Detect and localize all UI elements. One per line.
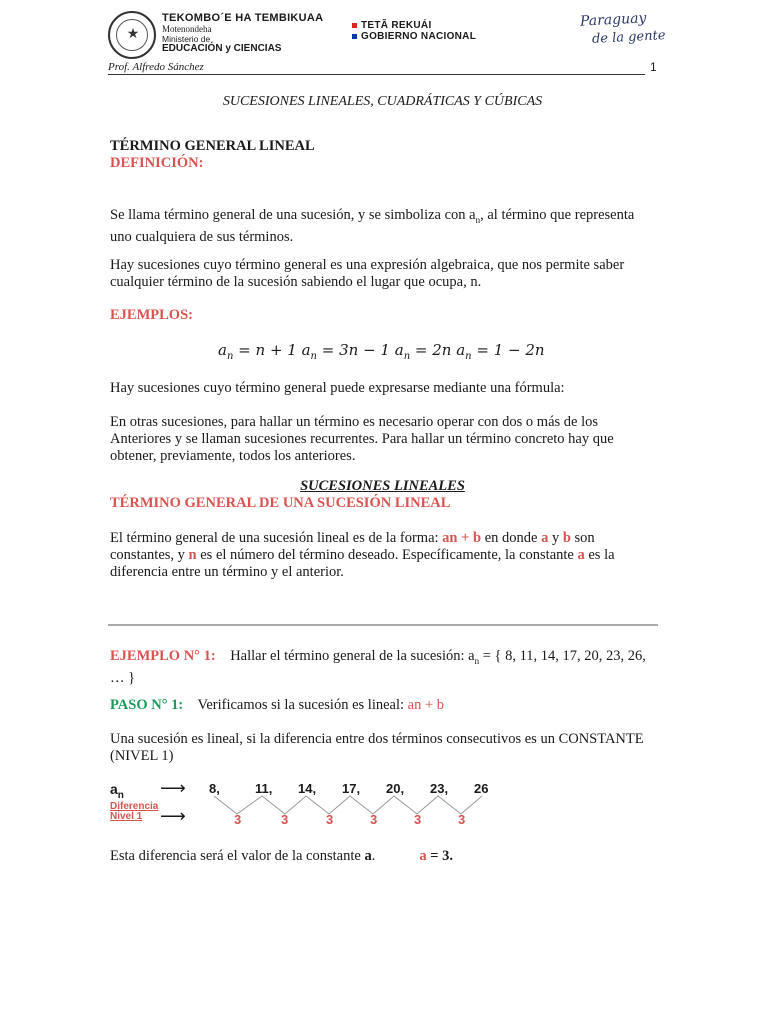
section-title-linear-sequences: SUCESIONES LINEALES <box>300 478 465 494</box>
linear-form-paragraph: El término general de una sucesión lineal es de la forma: an + b en donde a y b son constantes, y n es el número del término deseado. Específicamente, la constante a es la diferencia entre un término y el anterior. <box>110 530 615 580</box>
brand-line-1: Paraguay <box>579 10 647 30</box>
definition-paragraph-1: Se llama término general de una sucesión, y se simboliza con $a_n$, al término que representa uno cualquiera de sus términos. <box>110 207 635 245</box>
step-1-paragraph: PASO N° 1: Verificamos si la sucesión es lineal: an + b <box>110 697 445 713</box>
page-number: 1 <box>650 60 657 74</box>
diagram-difference: 3 <box>414 812 422 827</box>
ministry-main: EDUCACIÓN y CIENCIAS <box>162 43 282 54</box>
section-divider <box>108 624 658 626</box>
diagram-term: 17, <box>342 781 361 796</box>
header-divider <box>108 74 645 75</box>
definition-label: DEFINICIÓN: <box>110 155 204 171</box>
ministry-sub: Motenondeha <box>162 24 212 34</box>
diagram-difference: 3 <box>370 812 378 827</box>
diagram-term: 11, <box>255 781 273 796</box>
constant-a-paragraph: Esta diferencia será el valor de la constante a. a = 3. <box>110 848 453 864</box>
ministry-seal-logo <box>108 11 156 59</box>
example-1-paragraph: EJEMPLO N° 1: Hallar el término general de la sucesión: $a_n$ = { 8, 11, 14, 17, 20, 23, 26, … } <box>110 648 646 686</box>
star-icon: ★ <box>126 26 140 42</box>
diagram-difference: 3 <box>458 812 466 827</box>
author-name: Prof. Alfredo Sánchez <box>108 61 204 73</box>
arrow-right-icon: ⟶ <box>160 778 186 798</box>
diagram-difference: 3 <box>234 812 242 827</box>
difference-connectors <box>200 790 500 820</box>
definition-paragraph-2: Hay sucesiones cuyo término general es una expresión algebraica, que nos permite saber cualquier término de la sucesión sabiendo el lugar que ocupa, n. <box>110 257 625 290</box>
arrow-right-icon: ⟶ <box>160 806 186 826</box>
ministry-label: Ministerio de <box>162 34 211 44</box>
diagram-difference: 3 <box>281 812 289 827</box>
government-line-2: GOBIERNO NACIONAL <box>361 31 477 42</box>
brand-line-2: de la gente <box>591 28 666 47</box>
diagram-term: 23, <box>430 781 449 796</box>
ministry-name: TEKOMBO´E HA TEMBIKUAA <box>162 12 324 24</box>
diagram-term: 8, <box>209 781 220 796</box>
flag-red-square-icon <box>352 23 357 28</box>
diagram-term: 20, <box>386 781 405 796</box>
diagram-difference: 3 <box>326 812 334 827</box>
diagram-term: 14, <box>298 781 317 796</box>
linear-check-paragraph: Una sucesión es lineal, si la diferencia entre dos términos consecutivos es un CONSTANTE (NIVEL 1) <box>110 731 644 764</box>
section-title-linear: TÉRMINO GENERAL LINEAL <box>110 138 315 154</box>
flag-blue-square-icon <box>352 34 357 39</box>
document-title: SUCESIONES LINEALES, CUADRÁTICAS Y CÚBICAS <box>222 94 543 109</box>
formula-paragraph: Hay sucesiones cuyo término general puede expresarse mediante una fórmula: <box>110 380 565 396</box>
government-line-1: TETÃ REKUÁI <box>361 20 432 31</box>
diagram-term: 26 <box>474 781 489 796</box>
recurrent-paragraph: En otras sucesiones, para hallar un término es necesario operar con dos o más de los Anteriores y se llaman sucesiones recurrentes. Para hallar un término concreto hay que obtener, previamente, todos los anteriores. <box>110 414 614 464</box>
examples-label: EJEMPLOS: <box>110 307 193 323</box>
section-subtitle-general-term: TÉRMINO GENERAL DE UNA SUCESIÓN LINEAL <box>110 495 451 511</box>
diagram-an-label: $a_n$ <box>110 781 124 801</box>
diagram-difference-label: Diferencia Nivel 1 <box>110 801 159 822</box>
example-formulas: $a_n = n + 1$ $a_n = 3n - 1$ $a_n = 2n$ $a_n = 1 - 2n$ <box>218 341 545 362</box>
